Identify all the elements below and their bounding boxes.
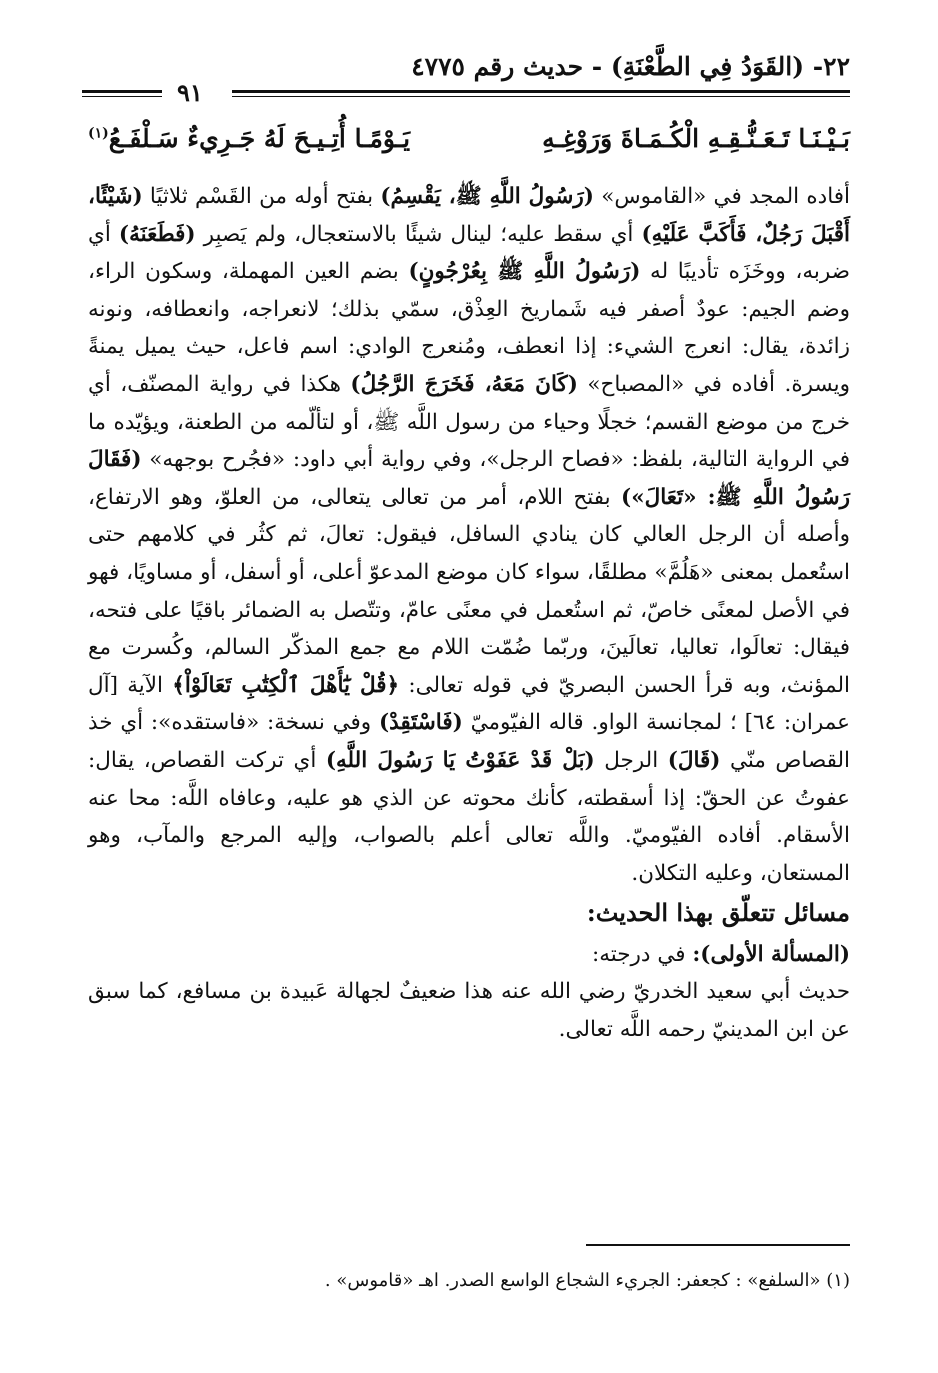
- footnote-divider: [586, 1244, 850, 1246]
- page-number: ٩١: [177, 78, 203, 107]
- commentary-paragraph: أفاده المجد في «القاموس» (رَسُولُ اللَّهِ ﷺ، يَقْسِمُ) بفتح أوله من القَسْم ثلاثيًا (شَيْئًا، أَقْبَلَ رَجُلٌ، فَأَكَبَّ عَلَيْهِ) أي سقط عليه؛ لينال شيئًا بالاستعجال، ولم يَصبِر (فَطَعَنَهُ) أي ضربه، ووخَزَه تأديبًا له (رَسُولُ اللَّهِ ﷺ بِعُرْجُونٍ) بضم العين المهملة، وسكون الراء، وضم الجيم: عودٌ أصفر فيه شَماريخ العِذْق، سمّي بذلك؛ لانعراجه، وانعطافه، ونونه زائدة، يقال: انعرج الشيء: إذا انعطف، ومُنعرج الوادي: اسم فاعل، حيث يميل يمنةً ويسرة. أفاده في «المصباح» (كَانَ مَعَهُ، فَخَرَجَ الرَّجُلُ) هكذا في رواية المصنّف، أي خرج من موضع القسم؛ خجلًا وحياء من رسول اللَّه ﷺ، أو لتألّمه من الطعنة، ويؤيّده ما في الرواية التالية، بلفظ: «فصاح الرجل»، وفي رواية أبي داود: «فجُرح بوجهه» (فَقَالَ رَسُولُ اللَّهِ ﷺ: «تَعَالَ») بفتح اللام، أمر من تعالى يتعالى، من العلوّ، وهو الارتفاع، وأصله أن الرجل العالي كان ينادي السافل، فيقول: تعالَ، ثم كثُر في كلامهم حتى استُعمل بمعنى «هَلُمَّ» مطلقًا، سواء كان موضع المدعوّ أعلى، أو أسفل، أو مساويًا، فهو في الأصل لمعنًى خاصّ، ثم استُعمل في معنًى عامّ، وتتّصل به الضمائر باقيًا على فتحه، فيقال: تعالَوا، تعاليا، تعالَينَ، وربّما ضُمّت اللام مع جمع المذكّر السالم، وكُسرت مع المؤنث، وبه قرأ الحسن البصريّ في قوله تعالى: ﴿قُلْ يَٰٓأَهْلَ ٱلْكِتَٰبِ تَعَالَوْاْ﴾ الآية [آل عمران: ٦٤] ؛ لمجانسة الواو. قاله الفيّوميّ (فَاسْتَقِدْ) وفي نسخة: «فاستقده»: أي خذ القصاص منّي (قَالَ) الرجل (بَلْ قَدْ عَفَوْتُ يَا رَسُولَ اللَّهِ) أي تركت القصاص، يقال: عفوتُ عن الحقّ: إذا أسقطته، كأنك محوته عن الذي هو عليه، وعافاه اللَّه: محا عنه الأسقام. أفاده الفيّوميّ. واللَّه تعالى أعلم بالصواب، وإليه المرجع والمآب، وهو المستعان، وعليه التكلان.: [88, 184, 851, 886]
- verse-hemistich-right: بَـيْـنَـا تَـعَـنُّـقِـهِ الْكُـمَـاةَ وَرَوْغِـهِ: [542, 124, 850, 153]
- main-body: [88, 178, 850, 1049]
- chapter-title: ٢٢- (القَوَدُ فِي الطَّعْنَةِ) - حديث رقم ٤٧٧٥: [411, 52, 850, 81]
- header-rule-thin: [232, 96, 850, 97]
- page-header: [82, 52, 850, 108]
- footnote-ref: (١): [88, 125, 109, 142]
- section-heading: مسائل تتعلّق بهذا الحديث:: [586, 898, 850, 928]
- header-rule: [232, 90, 850, 93]
- poetry-verse: [88, 124, 850, 153]
- subsection-heading: (المسألة الأولى): في درجته:: [592, 941, 850, 967]
- header-rule-left: [82, 90, 162, 93]
- footnote: (١) «السلفع» : كجعفر: الجريء الشجاع الواسع الصدر. اهـ «قاموس» .: [324, 1270, 850, 1291]
- verse-hemistich-left: يَـوْمًـا أُتِـيـحَ لَهُ جَـرِيءٌ سَـلْفَـعُ$^{(١)}$: [88, 124, 411, 153]
- header-rule-left-thin: [82, 96, 162, 97]
- grading-paragraph: حديث أبي سعيد الخدريّ رضي الله عنه هذا ضعيفٌ لجهالة عَبيدة بن مسافع، كما سبق عن ابن المدينيّ رحمه اللَّه تعالى.: [88, 979, 850, 1043]
